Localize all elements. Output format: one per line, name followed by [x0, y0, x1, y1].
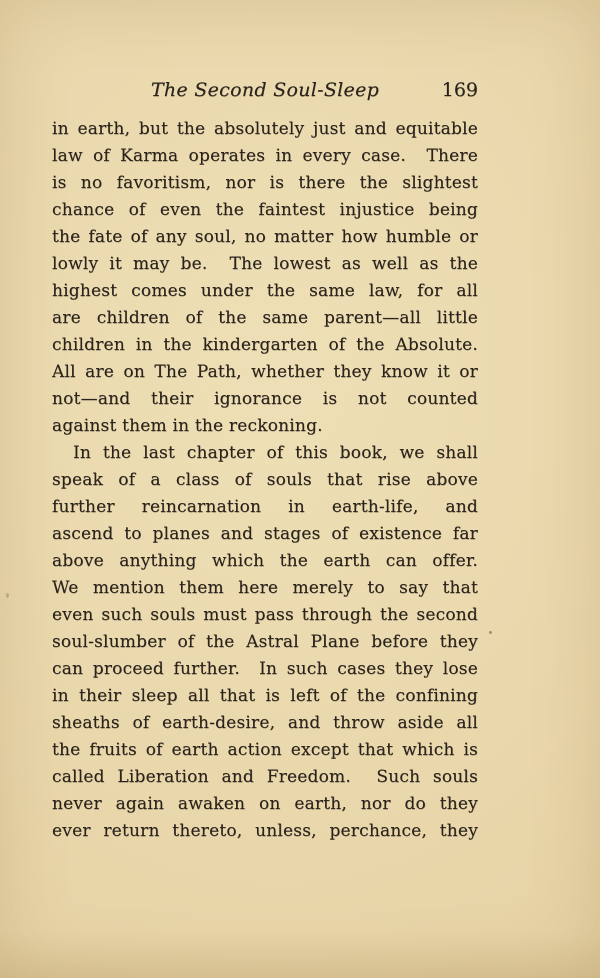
text-line: sheaths of earth-desire, and throw aside all [52, 713, 478, 733]
text-line: is no favoritism, nor is there the slightest [52, 173, 478, 193]
text-line: speak of a class of souls that rise above [52, 470, 478, 490]
text-line: in their sleep all that is left of the confining [52, 686, 478, 706]
text-line: We mention them here merely to say that [52, 578, 478, 598]
running-header [52, 77, 478, 103]
running-title: The Second Soul-Sleep [150, 79, 380, 101]
paper-speck [489, 631, 492, 634]
text-line: highest comes under the same law, for all [52, 281, 478, 301]
text-line: called Liberation and Freedom. Such souls [52, 767, 478, 787]
text-line: even such souls must pass through the second [52, 605, 478, 625]
text-line: ever return thereto, unless, perchance, they [52, 821, 478, 841]
text-line: above anything which the earth can offer. [52, 551, 478, 571]
text-line: children in the kindergarten of the Absolute. [52, 335, 478, 355]
text-line: ascend to planes and stages of existence far [52, 524, 478, 544]
text-line: the fruits of earth action except that which is [52, 740, 478, 760]
text-line: All are on The Path, whether they know it or [52, 362, 478, 382]
text-line: can proceed further. In such cases they lose [52, 659, 478, 679]
text-line: never again awaken on earth, nor do they [52, 794, 478, 814]
page-number: 169 [441, 79, 478, 101]
text-line: in earth, but the absolutely just and equitable [52, 119, 478, 139]
text-line: not—and their ignorance is not counted [52, 389, 478, 409]
text-line: In the last chapter of this book, we shall [73, 443, 478, 463]
text-line: further reincarnation in earth-life, and [52, 497, 478, 517]
text-line: are children of the same parent—all little [52, 308, 478, 328]
page-text [52, 116, 478, 845]
text-line: lowly it may be. The lowest as well as the [52, 254, 478, 274]
paper-speck [6, 593, 9, 598]
text-line: chance of even the faintest injustice being [52, 200, 478, 220]
text-line: law of Karma operates in every case. There [52, 146, 478, 166]
text-line: soul-slumber of the Astral Plane before they [52, 632, 478, 652]
text-line: against them in the reckoning. [52, 416, 323, 436]
text-line: the fate of any soul, no matter how humble or [52, 227, 478, 247]
